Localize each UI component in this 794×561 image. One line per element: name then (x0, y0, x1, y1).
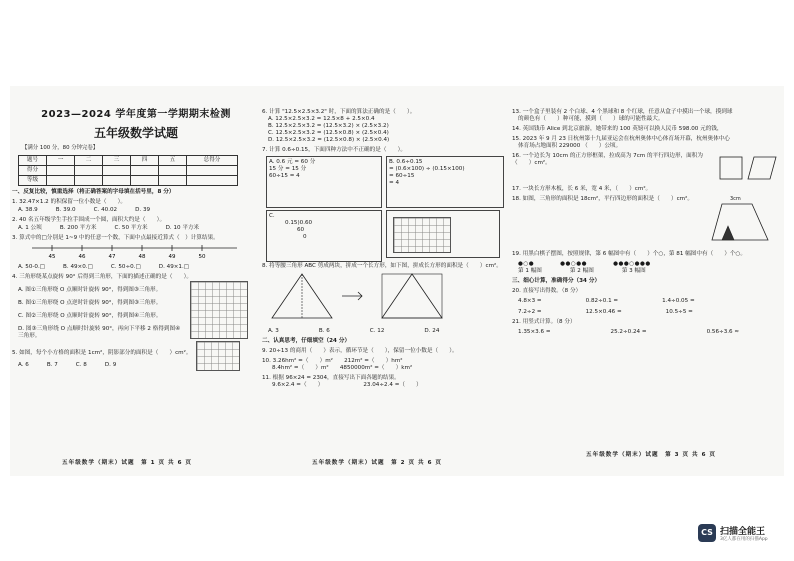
exam-year-title: 2023—2024 学年度第一学期期末检测 (41, 109, 231, 120)
question-11-a: 9.6×2.4 =（ ） (272, 381, 324, 388)
question-16: 16. 一个边长为 10cm 的正方形框架，拉成高为 7cm 的平行四边形，面积为（ ）cm²。 (512, 152, 703, 166)
option: D. 49×1.□ (158, 264, 190, 271)
question-20: 20. 直接写出得数。（8 分） (512, 287, 582, 294)
method-d-box (386, 210, 500, 258)
pattern-label: 第 1 幅图 (518, 267, 542, 274)
rotation-grid-figure (190, 281, 248, 339)
number-line-tick-label: 49 (168, 254, 176, 261)
number-line-tick-label: 48 (138, 254, 146, 261)
trapezoid-figure (708, 196, 778, 248)
option: D. 24 (424, 327, 440, 334)
option: C. 12 (369, 327, 385, 334)
page-3-footer: 五年级数学（期末）试题 第 3 页 共 6 页 (586, 452, 717, 458)
section-3-heading: 三、细心计算，准确得分（34 分） (512, 277, 601, 284)
question-5: 5. 如图，每个小方格的面积是 1cm²，阴影部分的面积是（ ）cm²。 (12, 350, 192, 357)
bead-pattern-icon: ●●○●● (560, 260, 588, 267)
option: A. 3 (268, 327, 279, 334)
option: B. 200 平方米 (59, 225, 97, 232)
number-line (12, 242, 252, 260)
hundred-grid-figure (393, 217, 451, 253)
parallelogram-figure (718, 153, 778, 183)
option: B. 7 (46, 362, 58, 369)
pattern-label: 第 3 幅图 (621, 267, 646, 274)
page-column-2 (262, 95, 508, 475)
option: B. 49×0.□ (63, 264, 93, 271)
shaded-area-grid-figure (196, 341, 240, 371)
question-13: 13. 一个盒子里装有 2 个白球、4 个黑球和 8 个红球，任意从盒子中摸出一个球，摸到球 (512, 109, 733, 115)
number-line-tick-label: 46 (78, 254, 86, 261)
question-6: 6. 计算 "12.5×2.5×3.2" 时，下面的算法正确的是（ ）。 (262, 109, 416, 115)
bead-pattern-icon: ●●●○●●● (613, 260, 651, 267)
page-2-footer: 五年级数学（期末）试题 第 2 页 共 6 页 (312, 460, 443, 466)
method-line: 60÷15 = 4 (269, 172, 300, 179)
option: D. 图③三角形绕 O 点顺时针旋转 90°，再向下平移 2 格得到图④三角形。 (18, 326, 181, 340)
question-2: 2. 40 名五年级学生手拉手围成一个圆，面积大约是（ ）。 (12, 217, 166, 224)
method-b-box (386, 156, 504, 208)
calc-item: 1.35×3.6 = (518, 328, 551, 335)
page-column-1 (12, 95, 260, 475)
calc-item: 12.5×0.46 = (585, 308, 622, 315)
scanner-logo-icon: CS (698, 524, 716, 542)
question-19: 19. 用黑白棋子摆图，按照规律，第 6 幅图中有（ ）个○，第 81 幅图中有（ ）个○。 (512, 250, 747, 257)
question-13-cont: 的颜色有（ ）种可能，摸到（ ）球的可能性最大。 (518, 115, 664, 122)
question-7: 7. 计算 0.6÷0.15，下面四种方法中不正确的是（ ）。 (262, 146, 407, 153)
number-line-tick-label: 47 (108, 254, 116, 261)
question-15: 15. 2023 年 9 月 23 日杭州第十九届亚运会在杭州奥体中心体育场开幕，杭州奥体中心 (512, 135, 730, 142)
calc-item: 10.5÷5 = (665, 308, 693, 315)
page-column-3 (512, 95, 782, 475)
pattern-label: 第 2 幅图 (569, 267, 594, 274)
calc-item: 1.4÷0.05 = (662, 297, 695, 304)
method-line: A. 0.6 元 = 60 分 (269, 158, 316, 165)
option: B. 图①三角形绕 O 点逆时针旋转 90°，得到图③三角形。 (18, 300, 162, 307)
method-line: 15 分 = 15 分 (269, 165, 307, 172)
scanner-app-watermark (698, 521, 784, 547)
calc-item: 0.82÷0.1 = (585, 297, 619, 304)
option: A. 图①三角形绕 O 点顺时针旋转 90°，得到图③三角形。 (18, 287, 162, 294)
figure-dimension-label: 3cm (730, 195, 741, 202)
number-line-tick-label: 45 (48, 254, 56, 261)
option: C. 8 (75, 362, 87, 369)
option: A. 1 公顷 (18, 225, 42, 232)
question-10: 10. 3.26hm² =（ ）m² 212m² =（ ）hm² (262, 357, 403, 364)
option: A. 38.9 (18, 207, 38, 214)
calc-item: 7.2÷2 = (518, 308, 542, 315)
option: B. 39.0 (55, 207, 76, 214)
option: B. 6 (318, 327, 330, 334)
option: A. 12.5×2.5×3.2 = 12.5×8 + 2.5×0.4 (268, 115, 375, 122)
option: C. 50 平方米 (114, 225, 148, 232)
option: C. 12.5×2.5×3.2 = (12.5×0.8) × (2.5×0.4) (268, 129, 389, 136)
option: C. 40.02 (93, 207, 118, 214)
score-header: 五 (159, 156, 187, 166)
scanner-app-tagline: 3亿人都在用的扫描App (720, 537, 768, 542)
page-1-footer: 五年级数学（期末）试题 第 1 页 共 6 页 (62, 460, 193, 466)
score-header: 二 (75, 156, 103, 166)
number-line-tick-label: 50 (198, 254, 206, 261)
option: D. 9 (104, 362, 117, 369)
question-14: 14. 英国钱币 Alice 到北京旅游，她带来的 100 英镑可以换人民币 598.00 元的钱， (512, 125, 723, 132)
option: A. 50-0.□ (18, 264, 46, 271)
method-line: B. 0.6÷0.15 (389, 158, 423, 165)
calc-item: 25.2÷0.24 = (610, 328, 647, 335)
question-4: 4. 三角形绕某点旋转 90° 后得到三角形，下面的描述正确的是（ ）。 (12, 274, 193, 281)
question-18: 18. 如图，三角形的面积是 18cm²，平行四边形的面积是（ ）cm²。 (512, 195, 693, 202)
question-10-part-b: 8.4hm² =（ ）m² 4850000m² =（ ）km² (272, 364, 413, 371)
score-table (18, 155, 238, 186)
score-header: 四 (131, 156, 159, 166)
method-line: 0.15)0.60 (285, 219, 313, 226)
question-15-cont: 体育场占地面积 229000 （ ）公顷。 (518, 142, 622, 149)
score-header: 题号 (19, 156, 47, 166)
score-row-label: 得分 (19, 166, 47, 176)
bead-patterns (518, 261, 782, 268)
method-line: = 4 (389, 179, 400, 186)
method-line: = (0.6×100) ÷ (0.15×100) (389, 165, 465, 172)
method-line: 60 (297, 226, 305, 233)
option: C. 图②三角形绕 O 点顺时针旋转 90°，得到图④三角形。 (18, 313, 162, 320)
method-line: 0 (303, 233, 307, 240)
score-header: 三 (103, 156, 131, 166)
grade-row-label: 等级 (19, 176, 47, 186)
score-header: 一 (47, 156, 75, 166)
method-line: = 60÷15 (389, 172, 415, 179)
option: C. 50÷0.□ (110, 264, 141, 271)
section-1-heading: 一、反复比较，慎重选择（将正确答案的字母填在括号里，8 分） (12, 189, 175, 196)
method-line: C. (269, 212, 275, 219)
triangle-figure (262, 270, 502, 324)
option: B. 12.5×2.5×3.2 = (12.5×3.2) × (2.5×3.2) (268, 122, 389, 129)
option: D. 12.5×2.5×3.2 = (12.5×0.8) × (2.5×0.4) (268, 136, 390, 143)
question-9: 9. 20÷13 的商用（ ）表示，循环节是（ ），保留一位小数是（ ）。 (262, 347, 458, 354)
option: A. 6 (18, 362, 29, 369)
question-17: 17. 一块长方形木板，长 6 米，宽 4 米，（ ）cm²。 (512, 185, 652, 192)
exam-subject-title: 五年级数学试题 (93, 125, 178, 140)
option: D. 39 (135, 207, 151, 214)
calc-item: 4.8×3 = (518, 297, 542, 304)
bead-pattern-icon: ●○● (518, 260, 535, 267)
exam-score-note: 【满分 100 分，80 分钟完卷】 (22, 144, 99, 151)
question-11: 11. 根据 96×24 = 2304，直接写出下面各题的结果。 (262, 374, 400, 381)
question-11-b: 23.04÷2.4 =（ ） (363, 381, 422, 388)
calc-item: 0.56÷3.6 ≈ (706, 328, 740, 335)
question-21: 21. 用竖式计算。（8 分） (512, 318, 576, 325)
method-a-box (266, 156, 382, 208)
score-header: 总得分 (187, 156, 238, 166)
question-8: 8. 将等腰三角形 ABC 剪成两块，拼成一个长方形，如下图，拼成长方形的面积是（ ）cm²。 (262, 262, 502, 269)
question-1: 1. 32.47×1.2 的积保留一位小数是（ ）。 (12, 199, 127, 206)
scanner-app-name: 扫描全能王 (720, 527, 766, 537)
option: D. 10 平方米 (165, 225, 200, 232)
method-c-box (266, 210, 382, 262)
section-2-heading: 二、认真思考，仔细填空（24 分） (262, 337, 351, 344)
question-3: 3. 算式中的□分别是 1~9 中的任意一个数，下面中点最接近算式（ ）计算结果。 (12, 235, 219, 242)
